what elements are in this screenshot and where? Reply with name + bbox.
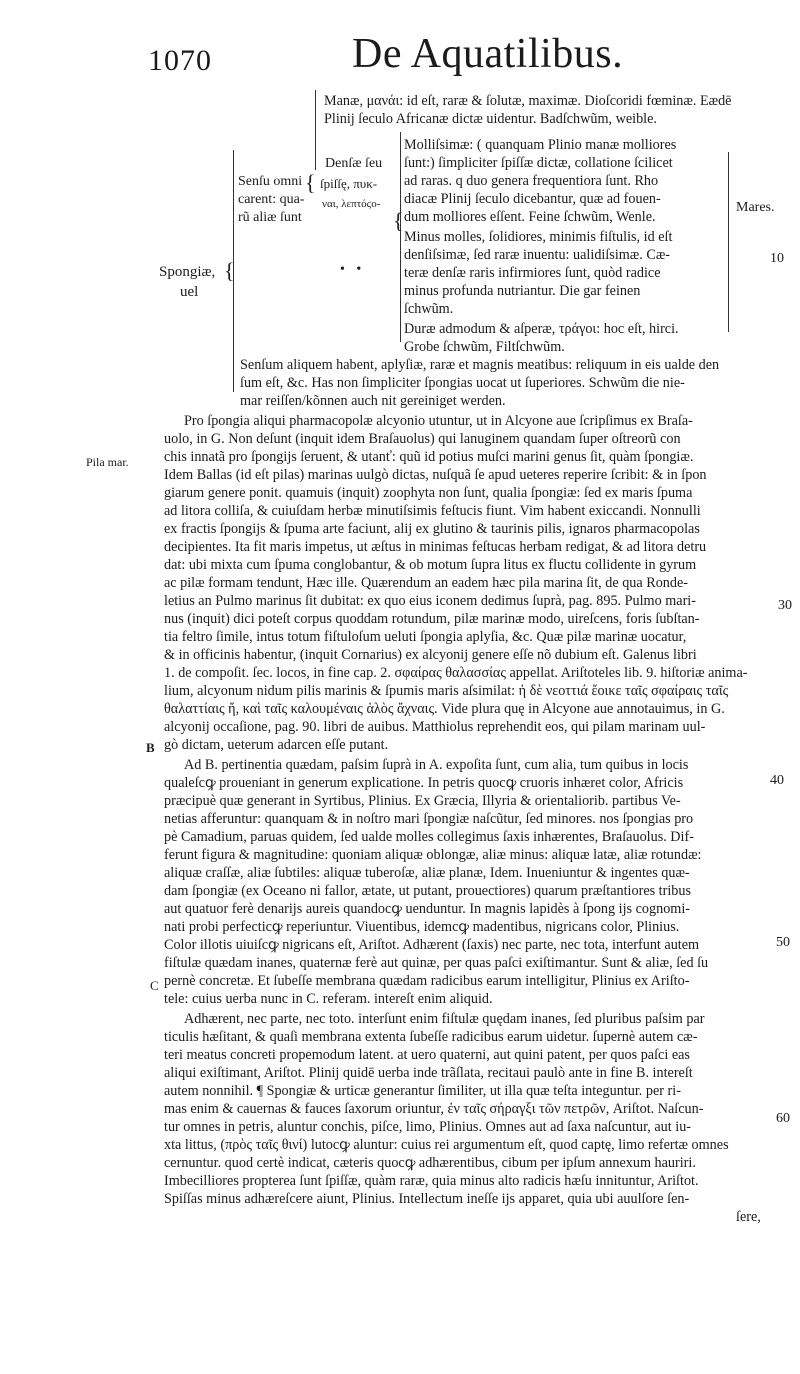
bracket-rule-molles	[400, 132, 401, 342]
text-line: letius an Pulmo marinus ſit dubitat: ex quo eius iconem dedimus ſuprà, pag. 895. Pulmo mari-	[164, 593, 696, 609]
text-line: ſum eſt, &c. Has non ſimpliciter ſpongias uocat ut ſuperiores. Schwũm die nie-	[240, 375, 685, 391]
margin-label-mares: Mares.	[736, 200, 775, 215]
text-line: Spiſſas minus adhæreſcere aiunt, Plinius. Intellectum ineſſe ijs apparet, quia ubi auulſore ſen-	[164, 1191, 690, 1207]
text-line: tia feltro ſimile, intus totum fiſtuloſum ueluti ſpongia aplyſia, &c. Quæ pilæ marinæ uocatur,	[164, 629, 687, 645]
text-line: ſchwũm.	[404, 301, 454, 317]
text-line: 1. de compoſit. ſec. locos, in fine cap. 2. σφαίρας θαλασσίας appellat. Ariſtoteles lib. 9. hiſtoriæ anima-	[164, 665, 748, 681]
line-number: 30	[778, 598, 792, 613]
text-line: autem nonnihil. ¶ Spongiæ & urticæ generantur ſimiliter, ut illa quæ teſta integuntur. per ri-	[164, 1083, 681, 1099]
line-number: 40	[770, 773, 784, 788]
text-line: Idem Ballas (id eſt pilas) marinas uulgò dictas, nuſquã ſe apud ueteres reperire ſcribit: & in ſpon	[164, 467, 707, 483]
text-line: Color illotis uiuiſcꝙ nigricans eſt, Ariſtot. Adhærent (ſaxis) nec parte, nec tota, interfunt autem	[164, 937, 700, 953]
text-line: Imbecilliores propterea ſunt ſpiſſæ, quàm raræ, quia minus alto radicis hæſu innituntur, Ariſtot.	[164, 1173, 699, 1189]
text-line: aut quatuor ferè denarijs aureis quandocꝙ uenduntur. In magnis lapidès à ſpong ijs cognomi-	[164, 901, 690, 917]
text-line: Pro ſpongia aliqui pharmacopolæ alcyonio utuntur, ut in Alcyone aue ſcripſimus ex Braſa-	[184, 413, 693, 429]
running-title: De Aquatilibus.	[352, 31, 624, 77]
text-line: Minus molles, ſolidiores, minimis fiſtulis, id eſt	[404, 229, 673, 245]
line-number: 50	[776, 935, 790, 950]
text-line: lium, alcyonum nidum pilis marinis & ſpumis maris aſsimilat: ἡ δὲ νεοττιά ἔοικε ταῖς σφαίραις ταῖς	[164, 683, 729, 699]
text-line: ad raras. q duo genera frequentiora ſunt. Rho	[404, 173, 659, 189]
line-number: 60	[776, 1111, 790, 1126]
text-line: ferunt figura & magnitudine: quoniam aliquæ oblongæ, aliæ minus: aliquæ latæ, aliæ rotundæ:	[164, 847, 702, 863]
brace-densae: {	[393, 208, 404, 233]
text-line: fiſtulæ quædam inanes, quaternæ ferè aut quinæ, per quas paſci exiſtimantur. Sunt & aliæ, ſed ſu	[164, 955, 709, 971]
text-line: netias afferuntur: quanquam & in noſtro mari ſpongiæ naſcũtur, ſed minores. nos ſpongias pro	[164, 811, 694, 827]
text-line: teri meatus concreti propemodum latent. at uero quaterni, aut quini patent, per quos paſci eas	[164, 1047, 690, 1063]
text-line: Plinij ſeculo Africanæ dictæ uidentur. Badſchwũm, weible.	[324, 111, 657, 127]
text-line: Ad B. pertinentia quædam, paſsim ſuprà in A. expoſita ſunt, cum alia, tum quibus in locis	[184, 757, 689, 773]
margin-label-carent: carent: qua-	[238, 192, 305, 207]
text-line: nus (inquit) dici poteſt corpus quoddam rotundum, pilæ marinæ modo, uireſcens, foris ſubſtan-	[164, 611, 700, 627]
text-line: ad litora colliſa, & cuiuſdam herbæ minutiſsimis feſtucis fiunt. Vim habent exiccandi. Nonnulli	[164, 503, 701, 519]
text-line: dam ſpongiæ (ex Oceano ni fallor, ætate, ut putant, prouectiores) quarum præſtantiores tribus	[164, 883, 691, 899]
text-line: θαλαττίαις ἤ, καὶ ταῖς καλουμέναις ἁλὸς ἄχναις. Vide plura quę in Alcyone aue annotauimus, in G.	[164, 701, 725, 717]
text-line: aliquæ craſſæ, aliæ ſubtiles: aliquæ tuberoſæ, aliæ planæ, Idem. Inueniuntur & ingentes quæ-	[164, 865, 690, 881]
text-line: chis innatã pro ſpongijs ſeruent, & utanť: quũ id potius muſci marini genus ſit, quàm ſpongiæ.	[164, 449, 694, 465]
bracket-rule-sensu	[315, 90, 316, 170]
text-line: denſiſsimæ, ſed raræ inuentu: ualidiſsimæ. Cæ-	[404, 247, 671, 263]
text-line: nati probi perfecticꝙ reperiuntur. Viuentibus, idemcꝙ madentibus, nigricans color, Plinius.	[164, 919, 680, 935]
brace-spongiae: {	[224, 258, 235, 283]
text-line: qualeſcꝙ proueniant in generum explicatione. In petris quocꝙ cruoris inhæret color, Africis	[164, 775, 684, 791]
margin-label-spisse: ſpiſſę, πυκ-	[320, 176, 378, 191]
text-line: decipientes. Ita fit maris impetus, ut æſtus in minimas feſtucas herbam redigat, & ad litora detru	[164, 539, 707, 555]
text-line: tele: cuius uerba nunc in C. referam. intereſt enim aliquid.	[164, 991, 493, 1007]
catchword: ſere,	[736, 1209, 761, 1225]
text-line: pè Camadium, paruas quidem, ſed ualde molles collegimus ſaxis inhærentes, Braſauolus. Dif-	[164, 829, 694, 845]
text-line: tur omnes in petris, aluntur conchis, piſce, limo, Plinius. Omnes aut ad ſaxa naſcuntur, aut iu-	[164, 1119, 692, 1135]
text-line: ticulis hæſitant, & quaſi membrana extenta ſubeſſe radicibus earum uidetur. ſupernè autem cæ-	[164, 1029, 698, 1045]
bracket-dots: • •	[340, 262, 366, 277]
margin-label-densae: Denſæ ſeu	[325, 156, 383, 171]
section-marker-c: C	[150, 978, 159, 993]
margin-label-nai: ναι, λεπτόϛο-	[322, 198, 381, 210]
text-line: ſunt:) ſimpliciter ſpiſſæ dictæ, collatione ſcilicet	[404, 155, 673, 171]
line-number: 10	[770, 251, 784, 266]
margin-label-pila-mar: Pila mar.	[86, 455, 129, 469]
text-line: Manæ, μανάι: id eſt, raræ & ſolutæ, maximæ. Dioſcoridi fœminæ. Eædē	[324, 93, 732, 109]
text-line: teræ denſæ raris infirmiores ſunt, quòd radice	[404, 265, 661, 281]
text-line: cernuntur. quod certè indicat, cæteris quocꝙ adhærentibus, cibum per ipſum annexum hauriri.	[164, 1155, 696, 1171]
margin-label-spongiae: Spongiæ,	[159, 264, 216, 280]
text-line: & in officinis habentur, (inquit Cornarius) ex alcyonij genere eſſe nõ dubium eſt. Galenus libri	[164, 647, 697, 663]
text-line: ex fractis ſpongijs & ſpuma arte faciunt, alij ex glutino & taurinis pilis, ignaros pharmacopolas	[164, 521, 700, 537]
margin-label-ru: rũ aliæ ſunt	[238, 210, 302, 225]
text-line: Adhærent, nec parte, nec toto. interſunt enim fiſtulæ quędam inanes, ſed pluribus paſsim par	[184, 1011, 705, 1027]
text-line: aliqui exiſtimant, Ariſtot. Plinij quidē uerba inde trãſlata, recitaui paulò ante in fine B. intereſt	[164, 1065, 693, 1081]
text-line: alcyonij occaſione, pag. 90. libri de auibus. Matthiolus reprehendit eos, qui pilam marinam uul-	[164, 719, 706, 735]
page-number: 1070	[148, 44, 212, 77]
text-line: pernè concretæ. Et ſubeſſe membrana quædam radicibus earum intelligitur, Plinius ex Ariſto-	[164, 973, 690, 989]
text-line: Grobe ſchwũm, Filtſchwũm.	[404, 339, 565, 355]
text-line: diacæ Plinij ſeculo dicebantur, quæ ad fouen-	[404, 191, 661, 207]
text-line: Senſum aliquem habent, aplyſiæ, raræ et magnis meatibus: reliquum in eis ualde den	[240, 357, 720, 373]
text-line: Molliſsimæ: ( quanquam Plinio manæ molliores	[404, 137, 677, 153]
text-line: xta littus, (πρὸς ταῖς θινί) lutocꝙ aluntur: cuius rei argumentum eſt, quod captę, limo refertæ omnes	[164, 1137, 729, 1153]
text-line: minus profunda nutriantur. Die gar feinen	[404, 283, 641, 299]
text-line: uolo, in G. Non deſunt (inquit idem Braſauolus) qui lanuginem quandam ſuper oſtreorũ con	[164, 431, 681, 447]
text-line: mas enim & cauernas & fauces ſaxorum oriuntur, ἐν ταῖς σήραγξι τῶν πετρῶν, Ariſtot. Naſcun-	[164, 1101, 704, 1117]
section-marker-b: B	[146, 740, 155, 755]
margin-label-uel: uel	[180, 284, 199, 300]
brace-sensu: {	[305, 170, 316, 195]
text-line: giarum genere ponit. quamuis (inquit) zoophyta non ſunt, qualia ſpongiæ: ſed ex maris ſpuma	[164, 485, 693, 501]
text-line: dum molliores eſſent. Feine ſchwũm, Wenle.	[404, 209, 656, 225]
text-line: Duræ admodum & aſperæ, τράγοι: hoc eſt, hirci.	[404, 321, 679, 337]
text-line: mar reiſſen/kõnnen auch nit gereiniget werden.	[240, 393, 506, 409]
text-line: ac pilæ formam tendunt, Hæc ille. Quærendum an eadem hæc pila marina ſit, de qua Ronde-	[164, 575, 689, 591]
text-line: dat: ubi mixta cum ſpuma conglobantur, & ob motum ſupra litus ex fluctu collidente in gyrum	[164, 557, 697, 573]
margin-label-sensu: Senſu omni	[238, 174, 303, 189]
bracket-rule-mares	[728, 152, 729, 332]
text-line: præcipuè quæ generant in Syrtibus, Plinius. Ex Græcia, Illyria & orientaliorib. partibus Ve-	[164, 793, 681, 809]
text-line: gò dictam, ueterum adarcen eſſe putant.	[164, 737, 389, 753]
